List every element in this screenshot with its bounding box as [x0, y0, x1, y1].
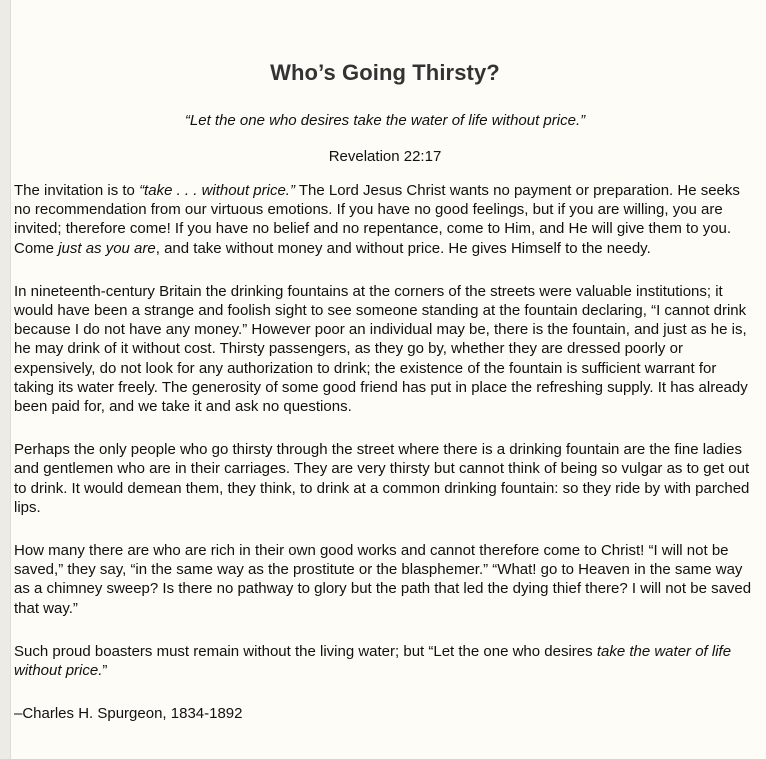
paragraph-1	[14, 181, 756, 258]
paragraph-2: In nineteenth-century Britain the drinking fountains at the corners of the streets were valuable institutions; it would have been a strange and foolish sight to see someone standing at the fountain declaring, “I cannot drink because I do not have any money.” However poor an individual may be, there is the fountain, and just as he is, he may drink of it without cost. Thirsty passengers, as they go by, whether they are dressed poorly or expensively, do not look for any authorization to drink; the existence of the fountain is sufficient warrant for taking its water freely. The generosity of some good friend has put in place the refreshing supply. It has already been paid for, and we take it and ask no questions.	[14, 282, 748, 416]
article-body	[14, 181, 756, 747]
p5-text-c: ”	[102, 662, 108, 680]
author-signature: –Charles H. Spurgeon, 1834-1892	[14, 705, 243, 723]
p1-text-e: , and take without money and without price. He gives Himself to the needy.	[155, 239, 651, 257]
page-title: Who’s Going Thirsty?	[270, 60, 500, 85]
paragraph-5	[14, 642, 756, 680]
p1-text-a: The invitation is to	[14, 182, 140, 199]
epigraph-quote: “Let the one who desires take the water of life without price.”	[184, 112, 586, 129]
p1-text-c: The Lord Jesus Christ wants no payment or preparation. He seeks no recommendation from our virtuous emotions. If you have no good feelings, but if you are willing, you are invited; therefore come! If you have no belief and no repentance, come to Him, and He will give them to you. Come	[14, 182, 740, 257]
p1-italic-phrase: just as you are	[58, 239, 156, 257]
p1-italic-quote: “take . . . without price.”	[139, 182, 295, 199]
paragraph-3: Perhaps the only people who go thirsty through the street where there is a drinking fountain are the fine ladies and gentlemen who are in their carriages. They are very thirsty but cannot think of being so vulgar as to get out to drink. It would demean them, they think, to drink at a common drinking fountain: so they ride by with parched lips.	[14, 441, 750, 516]
page-left-margin	[0, 0, 11, 759]
scripture-reference: Revelation 22:17	[328, 148, 442, 165]
p5-text-a: Such proud boasters must remain without the living water; but “Let the one who desires	[14, 642, 597, 660]
p5-italic-quote: take the water of life without price.	[14, 642, 732, 680]
paragraph-4: How many there are who are rich in their own good works and cannot therefore come to Christ! “I will not be saved,” they say, “in the same way as the prostitute or the blasphemer.” “What! go to Heaven in the same way as a chimney sweep? Is there no pathway to glory but the path that led the dying thief there? I will not be saved that way.”	[14, 542, 752, 617]
